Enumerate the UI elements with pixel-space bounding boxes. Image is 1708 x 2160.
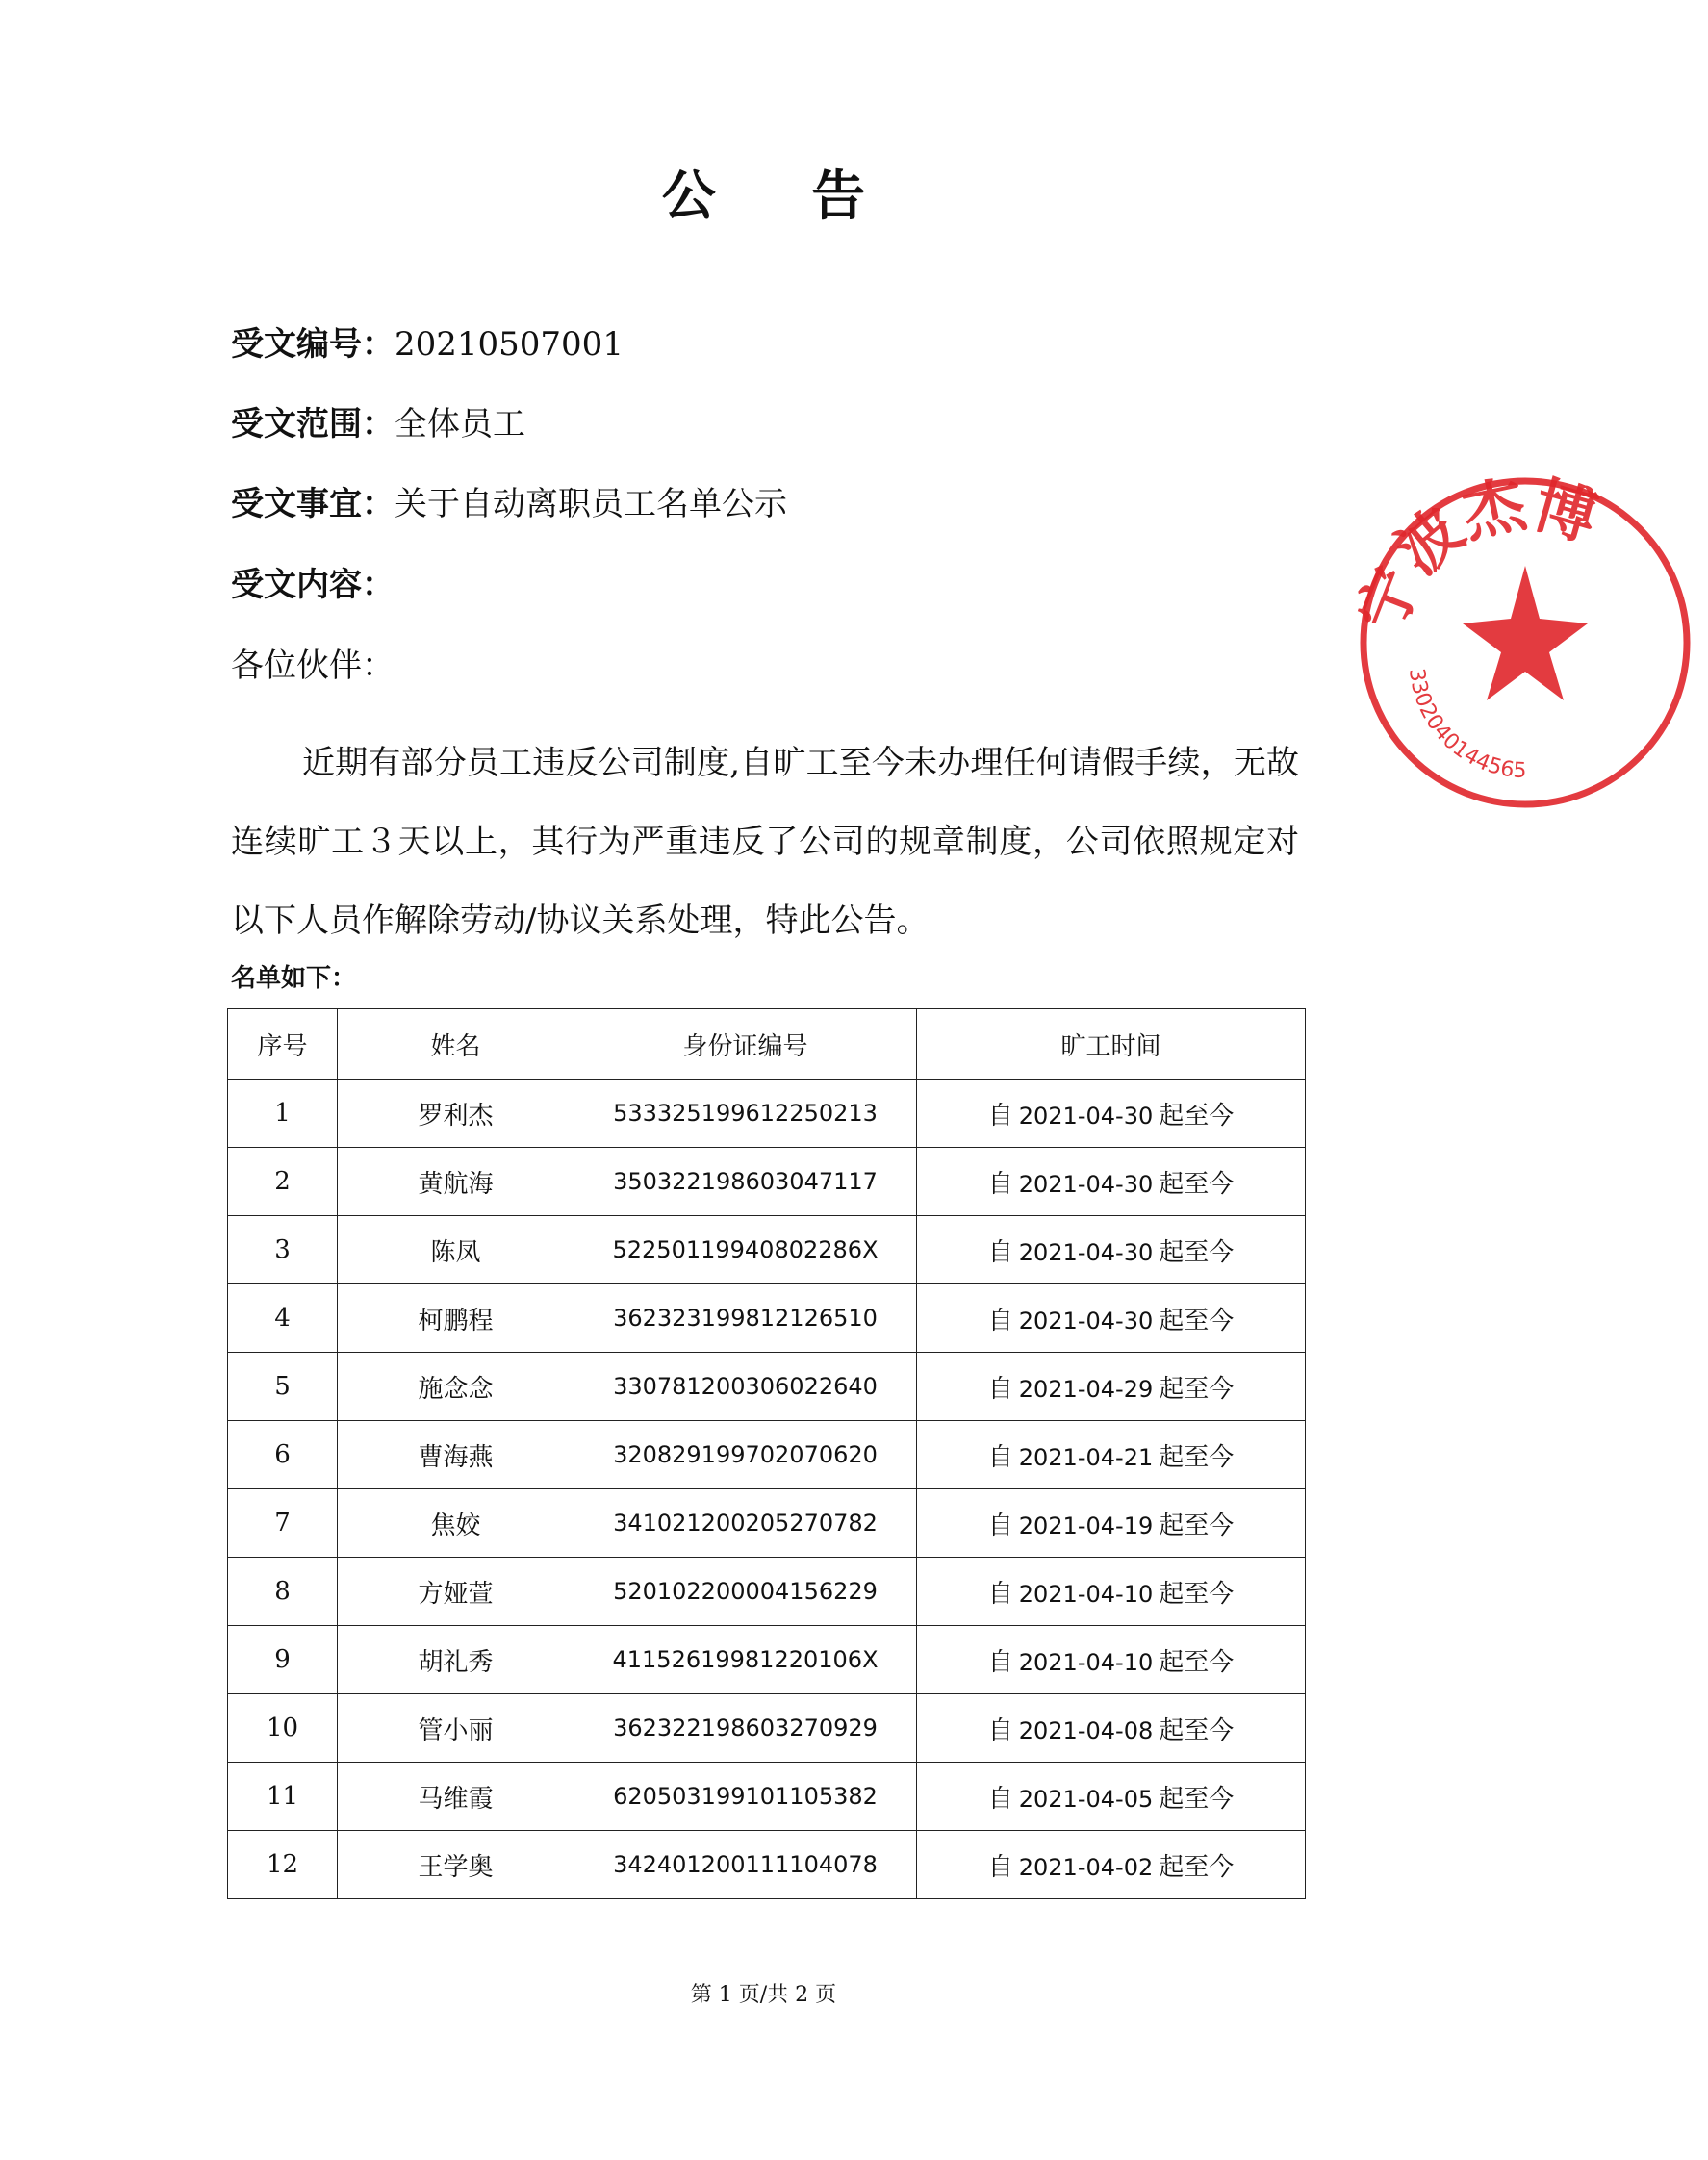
seal-number: 3302040144565 bbox=[1404, 667, 1528, 784]
period-prefix: 自 bbox=[987, 1169, 1013, 1199]
period-date: 2021-04-29 bbox=[1018, 1375, 1154, 1403]
meta-label: 受文事宜： bbox=[231, 485, 395, 523]
row-id-number: 350322198603047117 bbox=[574, 1148, 917, 1216]
row-number: 3 bbox=[228, 1216, 338, 1284]
period-date: 2021-04-10 bbox=[1018, 1648, 1154, 1676]
table-row bbox=[228, 1421, 1306, 1489]
header-cell: 序号 bbox=[228, 1009, 338, 1080]
period-suffix: 起至今 bbox=[1159, 1511, 1235, 1540]
table-row bbox=[228, 1489, 1306, 1558]
row-absence-period bbox=[917, 1148, 1306, 1216]
period-suffix: 起至今 bbox=[1159, 1442, 1235, 1472]
table-row bbox=[228, 1694, 1306, 1763]
seal-star-icon bbox=[1463, 566, 1588, 700]
row-number: 2 bbox=[228, 1148, 338, 1216]
row-name: 曹海燕 bbox=[338, 1421, 574, 1489]
row-absence-period bbox=[917, 1216, 1306, 1284]
row-absence-period bbox=[917, 1558, 1306, 1626]
row-number: 12 bbox=[228, 1831, 338, 1899]
header-cell: 身份证编号 bbox=[574, 1009, 917, 1080]
header-cell: 姓名 bbox=[338, 1009, 574, 1080]
row-name: 马维霞 bbox=[338, 1763, 574, 1831]
meta-label: 受文编号： bbox=[231, 325, 395, 364]
row-number: 7 bbox=[228, 1489, 338, 1558]
row-absence-period bbox=[917, 1080, 1306, 1148]
company-seal bbox=[1342, 470, 1605, 816]
period-suffix: 起至今 bbox=[1159, 1101, 1235, 1131]
row-number: 1 bbox=[228, 1080, 338, 1148]
row-absence-period bbox=[917, 1489, 1306, 1558]
table-header-row bbox=[228, 1009, 1306, 1080]
row-name: 焦姣 bbox=[338, 1489, 574, 1558]
period-suffix: 起至今 bbox=[1159, 1306, 1235, 1335]
row-id-number: 320829199702070620 bbox=[574, 1421, 917, 1489]
period-date: 2021-04-30 bbox=[1018, 1102, 1154, 1130]
seal-text: 宁波杰博 bbox=[1345, 470, 1605, 642]
period-date: 2021-04-30 bbox=[1018, 1238, 1154, 1266]
table-row bbox=[228, 1831, 1306, 1899]
period-prefix: 自 bbox=[987, 1101, 1013, 1131]
body-paragraph: 近期有部分员工违反公司制度,自旷工至今未办理任何请假手续，无故连续旷工３天以上，其行为严重违反了公司的规章制度，公司依照规定对以下人员作解除劳动/协议关系处理，特此公告。 bbox=[231, 744, 1299, 940]
period-date: 2021-04-10 bbox=[1018, 1580, 1154, 1608]
period-date: 2021-04-21 bbox=[1018, 1443, 1154, 1471]
table-row bbox=[228, 1558, 1306, 1626]
row-number: 8 bbox=[228, 1558, 338, 1626]
table-row bbox=[228, 1284, 1306, 1353]
row-absence-period bbox=[917, 1763, 1306, 1831]
row-id-number: 520102200004156229 bbox=[574, 1558, 917, 1626]
row-id-number: 362322198603270929 bbox=[574, 1694, 917, 1763]
row-id-number: 533325199612250213 bbox=[574, 1080, 917, 1148]
period-prefix: 自 bbox=[987, 1237, 1013, 1267]
table-row bbox=[228, 1626, 1306, 1694]
period-date: 2021-04-05 bbox=[1018, 1785, 1154, 1813]
period-prefix: 自 bbox=[987, 1579, 1013, 1609]
period-prefix: 自 bbox=[987, 1715, 1013, 1745]
row-name: 罗利杰 bbox=[338, 1080, 574, 1148]
period-suffix: 起至今 bbox=[1159, 1169, 1235, 1199]
row-name: 施念念 bbox=[338, 1353, 574, 1421]
row-number: 4 bbox=[228, 1284, 338, 1353]
period-prefix: 自 bbox=[987, 1784, 1013, 1814]
period-date: 2021-04-30 bbox=[1018, 1170, 1154, 1198]
period-prefix: 自 bbox=[987, 1442, 1013, 1472]
row-name: 管小丽 bbox=[338, 1694, 574, 1763]
row-id-number: 341021200205270782 bbox=[574, 1489, 917, 1558]
period-suffix: 起至今 bbox=[1159, 1237, 1235, 1267]
row-absence-period bbox=[917, 1353, 1306, 1421]
period-suffix: 起至今 bbox=[1159, 1579, 1235, 1609]
period-prefix: 自 bbox=[987, 1511, 1013, 1540]
period-date: 2021-04-02 bbox=[1018, 1853, 1154, 1881]
meta-doc-number bbox=[231, 325, 624, 364]
table-row bbox=[228, 1080, 1306, 1148]
period-suffix: 起至今 bbox=[1159, 1374, 1235, 1404]
period-suffix: 起至今 bbox=[1159, 1852, 1235, 1882]
row-id-number: 330781200306022640 bbox=[574, 1353, 917, 1421]
row-absence-period bbox=[917, 1694, 1306, 1763]
roster-table bbox=[227, 1008, 1306, 1899]
table-row bbox=[228, 1763, 1306, 1831]
list-title: 名单如下： bbox=[231, 964, 357, 993]
row-name: 胡礼秀 bbox=[338, 1626, 574, 1694]
meta-label: 受文内容： bbox=[231, 566, 395, 604]
period-prefix: 自 bbox=[987, 1374, 1013, 1404]
row-number: 5 bbox=[228, 1353, 338, 1421]
row-id-number: 52250119940802286X bbox=[574, 1216, 917, 1284]
row-absence-period bbox=[917, 1421, 1306, 1489]
row-name: 黄航海 bbox=[338, 1148, 574, 1216]
period-prefix: 自 bbox=[987, 1306, 1013, 1335]
period-suffix: 起至今 bbox=[1159, 1715, 1235, 1745]
meta-content bbox=[231, 566, 395, 604]
meta-subject bbox=[231, 485, 787, 523]
document-title: 公 告 bbox=[661, 165, 905, 228]
period-suffix: 起至今 bbox=[1159, 1784, 1235, 1814]
row-id-number: 620503199101105382 bbox=[574, 1763, 917, 1831]
period-date: 2021-04-08 bbox=[1018, 1716, 1154, 1744]
row-id-number: 342401200111104078 bbox=[574, 1831, 917, 1899]
period-prefix: 自 bbox=[987, 1647, 1013, 1677]
page-footer: 第 1 页/共 2 页 bbox=[690, 1983, 837, 2007]
row-absence-period bbox=[917, 1284, 1306, 1353]
row-id-number: 362323199812126510 bbox=[574, 1284, 917, 1353]
period-prefix: 自 bbox=[987, 1852, 1013, 1882]
row-number: 9 bbox=[228, 1626, 338, 1694]
meta-scope bbox=[231, 405, 525, 444]
row-id-number: 41152619981220106X bbox=[574, 1626, 917, 1694]
meta-value: 关于自动离职员工名单公示 bbox=[395, 485, 787, 523]
row-number: 10 bbox=[228, 1694, 338, 1763]
row-name: 方娅萱 bbox=[338, 1558, 574, 1626]
period-date: 2021-04-19 bbox=[1018, 1512, 1154, 1539]
meta-label: 受文范围： bbox=[231, 405, 395, 444]
table-row bbox=[228, 1216, 1306, 1284]
period-date: 2021-04-30 bbox=[1018, 1307, 1154, 1334]
header-cell: 旷工时间 bbox=[917, 1009, 1306, 1080]
row-name: 柯鹏程 bbox=[338, 1284, 574, 1353]
svg-text:宁波杰博 bbox=[1345, 470, 1604, 641]
table-row bbox=[228, 1148, 1306, 1216]
table-row bbox=[228, 1353, 1306, 1421]
row-number: 6 bbox=[228, 1421, 338, 1489]
greeting: 各位伙伴： bbox=[231, 647, 395, 685]
row-name: 陈凤 bbox=[338, 1216, 574, 1284]
period-suffix: 起至今 bbox=[1159, 1647, 1235, 1677]
row-absence-period bbox=[917, 1831, 1306, 1899]
row-absence-period bbox=[917, 1626, 1306, 1694]
row-name: 王学奥 bbox=[338, 1831, 574, 1899]
meta-value: 全体员工 bbox=[395, 405, 525, 444]
row-number: 11 bbox=[228, 1763, 338, 1831]
meta-value: 20210507001 bbox=[395, 325, 624, 364]
